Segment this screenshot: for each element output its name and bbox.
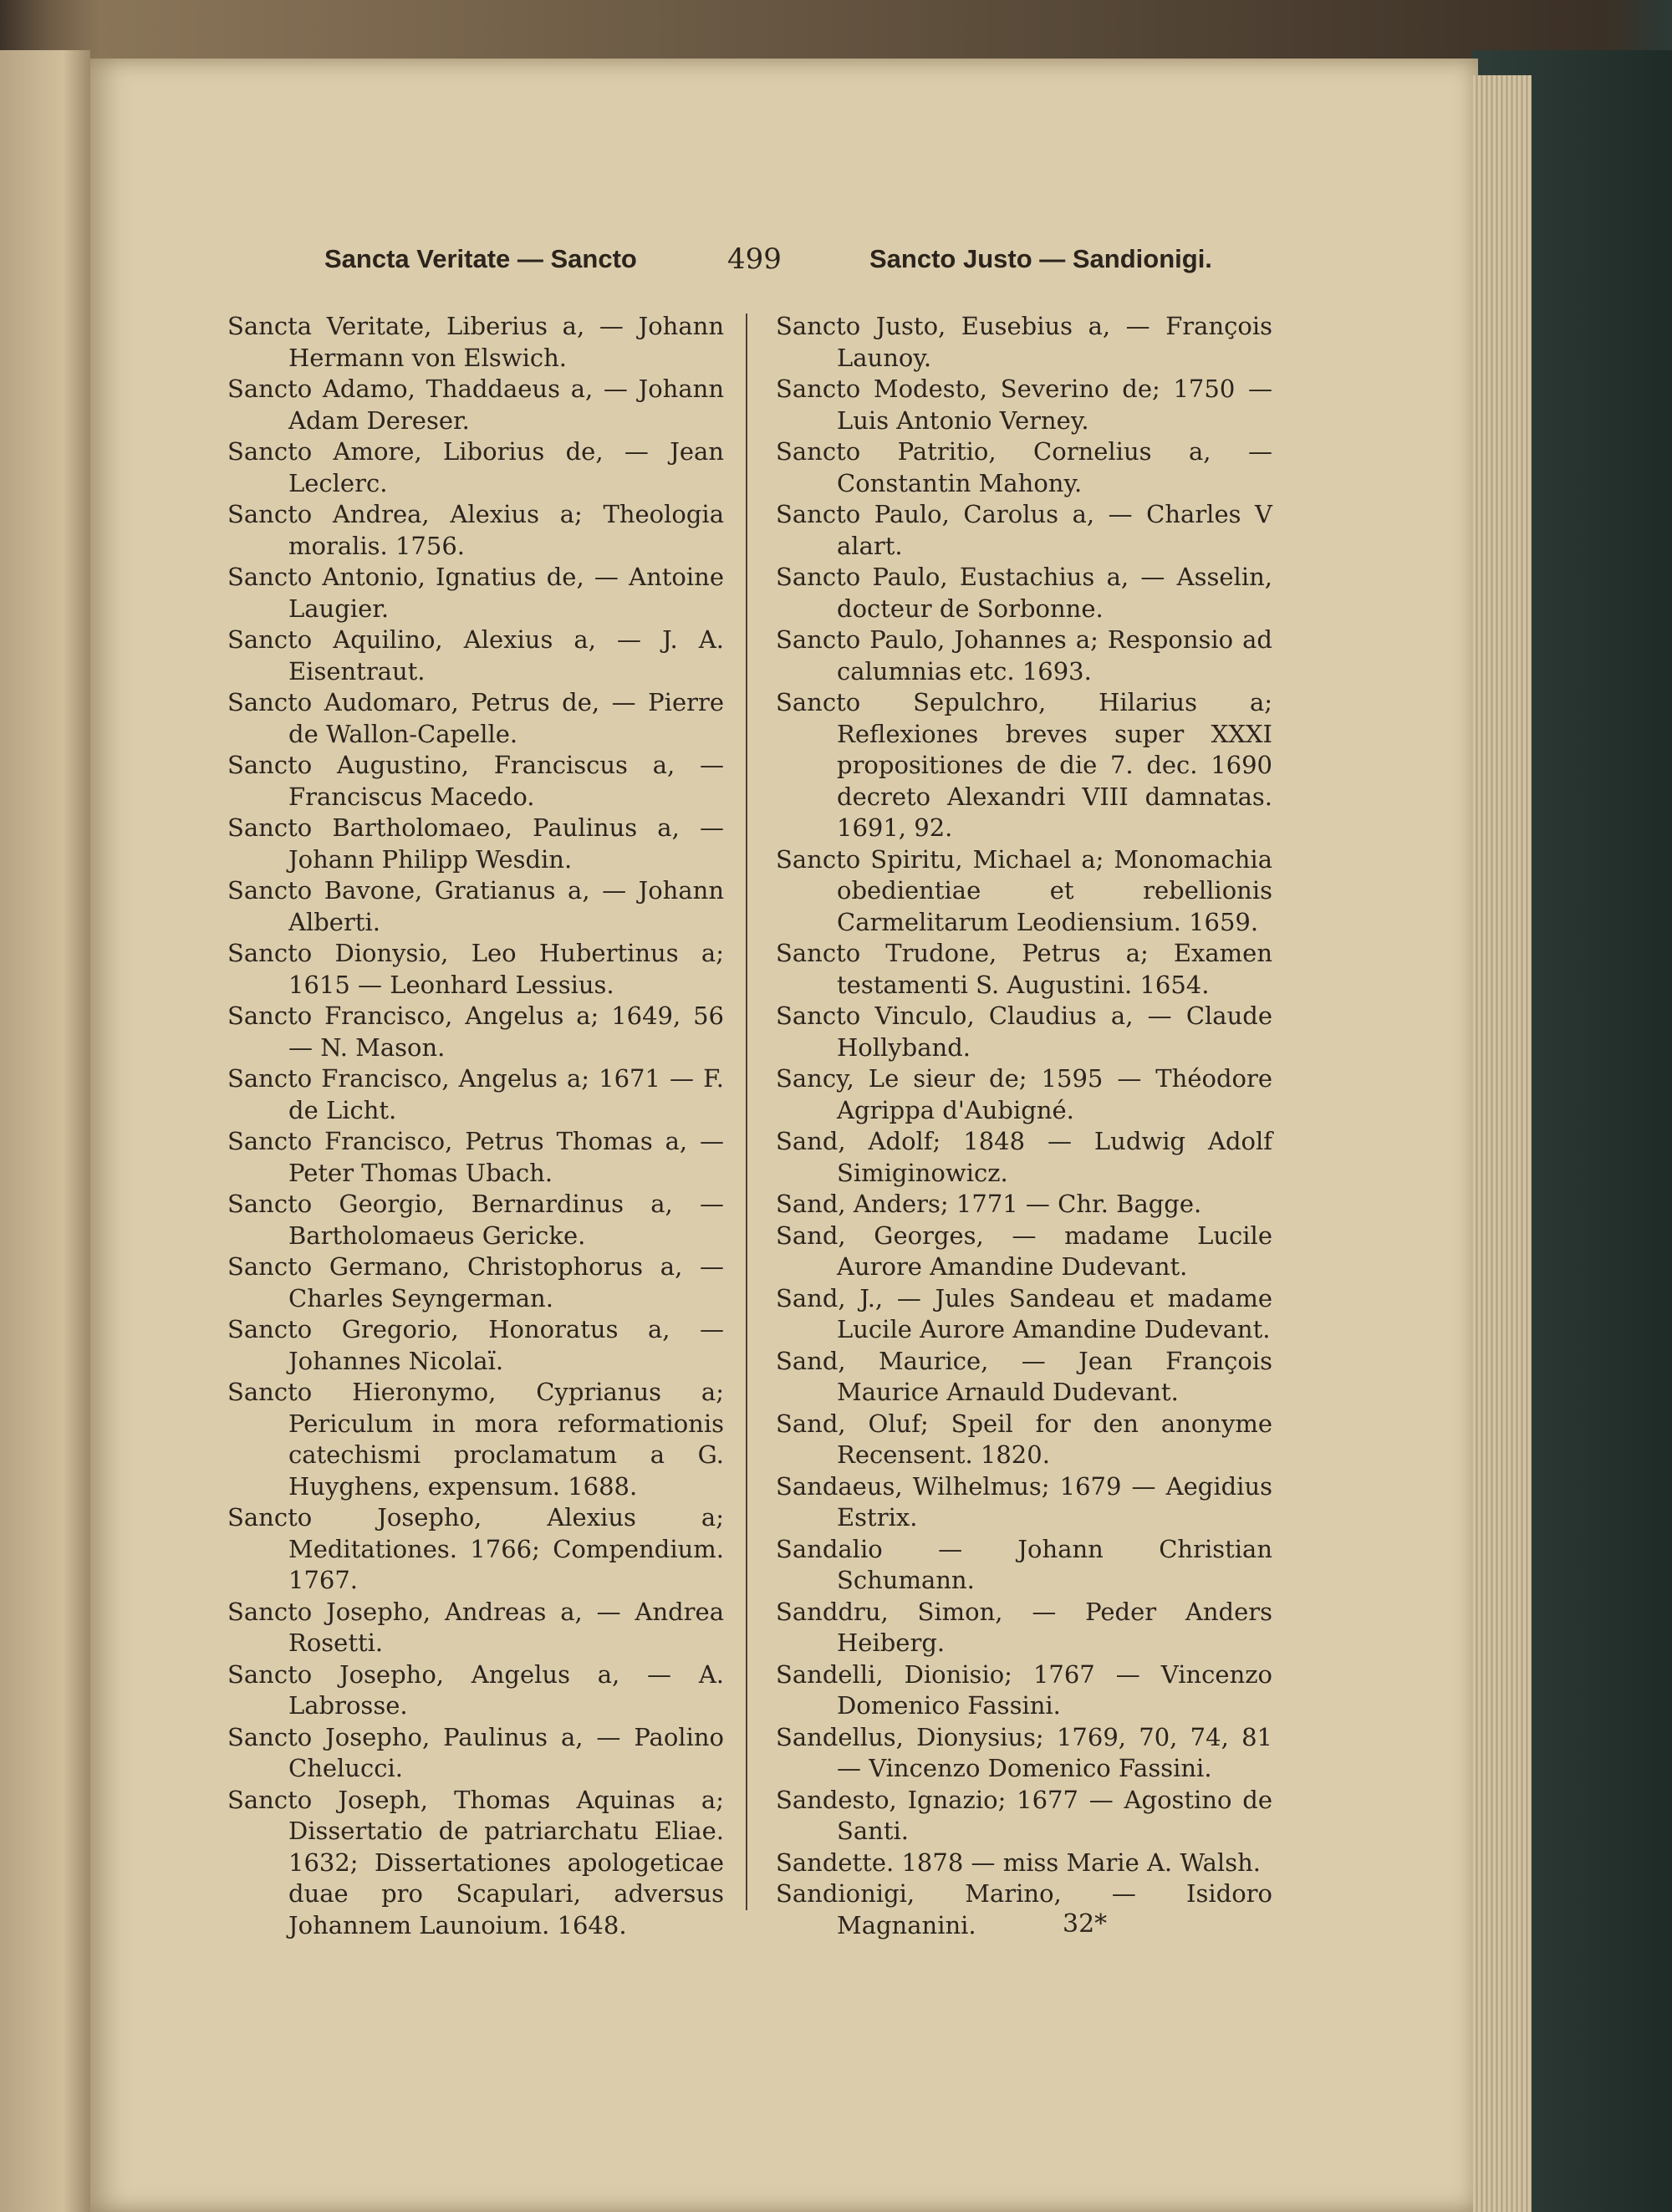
index-entry: Sancto Josepho, Andreas a, — Andrea Rosetti. — [227, 1597, 724, 1657]
index-entry: Sancto Amore, Liborius de, — Jean Leclerc. — [227, 437, 724, 497]
index-entry: Sancto Audomaro, Petrus de, — Pierre de Wallon-Capelle. — [227, 688, 724, 748]
index-entry: Sancto Adamo, Thaddaeus a, — Johann Adam Dereser. — [227, 375, 724, 435]
signature-mark: 32* — [1063, 1909, 1108, 1939]
running-head-left: Sancta Veritate — Sancto — [324, 244, 637, 273]
index-entry: Sand, Adolf; 1848 — Ludwig Adolf Simiginowicz. — [776, 1127, 1272, 1187]
index-entry: Sancto Josepho, Paulinus a, — Paolino Chelucci. — [227, 1722, 724, 1782]
right-column — [776, 311, 1272, 1941]
index-entry: Sancto Patritio, Cornelius a, — Constantin Mahony. — [776, 437, 1272, 497]
page-number: 499 — [727, 242, 782, 276]
column-divider — [746, 313, 747, 1910]
page-block-edges — [1473, 75, 1532, 2212]
index-entry: Sandelli, Dionisio; 1767 — Vincenzo Domenico Fassini. — [776, 1659, 1272, 1720]
index-entry: Sancto Augustino, Franciscus a, — Franciscus Macedo. — [227, 751, 724, 811]
index-entry: Sancto Vinculo, Claudius a, — Claude Hollyband. — [776, 1002, 1272, 1062]
index-entry: Sancto Hieronymo, Cyprianus a; Periculum in mora reformationis catechismi proclamatum a G. Huyghens, expensum. 1688. — [227, 1378, 724, 1501]
index-entry: Sancto Germano, Christophorus a, — Charles Seyngerman. — [227, 1252, 724, 1312]
index-entry: Sandellus, Dionysius; 1769, 70, 74, 81 — Vincenzo Domenico Fassini. — [776, 1722, 1272, 1782]
index-entry: Sanddru, Simon, — Peder Anders Heiberg. — [776, 1597, 1272, 1657]
index-entry: Sancto Andrea, Alexius a; Theologia moralis. 1756. — [227, 500, 724, 560]
index-entry: Sancto Modesto, Severino de; 1750 — Luis Antonio Verney. — [776, 375, 1272, 435]
index-entry: Sancto Antonio, Ignatius de, — Antoine Laugier. — [227, 563, 724, 623]
running-head-right: Sancto Justo — Sandionigi. — [869, 244, 1212, 273]
index-entry: Sancto Francisco, Petrus Thomas a, — Peter Thomas Ubach. — [227, 1127, 724, 1187]
index-entry: Sancy, Le sieur de; 1595 — Théodore Agrippa d'Aubigné. — [776, 1064, 1272, 1124]
index-entry: Sancto Dionysio, Leo Hubertinus a; 1615 — Leonhard Lessius. — [227, 939, 724, 999]
index-entry: Sand, Georges, — madame Lucile Aurore Amandine Dudevant. — [776, 1221, 1272, 1281]
index-entry: Sancto Gregorio, Honoratus a, — Johannes Nicolaï. — [227, 1315, 724, 1375]
index-entry: Sandaeus, Wilhelmus; 1679 — Aegidius Estrix. — [776, 1471, 1272, 1532]
index-entry: Sancto Sepulchro, Hilarius a; Reflexiones breves super XXXI propositiones de die 7. dec. 1690 decreto Alexandri VIII damnatas. 1691, 92. — [776, 688, 1272, 842]
index-entry: Sancto Bartholomaeo, Paulinus a, — Johann Philipp Wesdin. — [227, 813, 724, 874]
index-entry: Sancto Francisco, Angelus a; 1671 — F. de Licht. — [227, 1064, 724, 1124]
index-entry: Sancto Trudone, Petrus a; Examen testamenti S. Augustini. 1654. — [776, 939, 1272, 999]
index-entry: Sancto Joseph, Thomas Aquinas a; Dissertatio de patriarchatu Eliae. 1632; Dissertationes apologeticae duae pro Scapulari, adversus Johannem Launoium. 1648. — [227, 1785, 724, 1939]
index-entry: Sancta Veritate, Liberius a, — Johann Hermann von Elswich. — [227, 312, 724, 372]
index-entry: Sancto Georgio, Bernardinus a, — Bartholomaeus Gericke. — [227, 1190, 724, 1250]
index-entry: Sancto Francisco, Angelus a; 1649, 56 — N. Mason. — [227, 1002, 724, 1062]
index-entry: Sandalio — Johann Christian Schumann. — [776, 1534, 1272, 1594]
left-column — [227, 311, 724, 1941]
index-entry: Sand, Oluf; Speil for den anonyme Recensent. 1820. — [776, 1409, 1272, 1469]
index-entry: Sancto Spiritu, Michael a; Monomachia obedientiae et rebellionis Carmelitarum Leodiensium. 1659. — [776, 844, 1272, 936]
index-entry: Sancto Josepho, Alexius a; Meditationes. 1766; Compendium. 1767. — [227, 1503, 724, 1594]
index-entry: Sancto Bavone, Gratianus a, — Johann Alberti. — [227, 876, 724, 936]
index-entry: Sandesto, Ignazio; 1677 — Agostino de Santi. — [776, 1785, 1272, 1845]
index-entry: Sandionigi, Marino, — Isidoro Magnanini. — [776, 1879, 1272, 1939]
index-entry: Sand, J., — Jules Sandeau et madame Lucile Aurore Amandine Dudevant. — [776, 1283, 1272, 1343]
index-entry: Sancto Aquilino, Alexius a, — J. A. Eisentraut. — [227, 625, 724, 686]
index-entry: Sancto Justo, Eusebius a, — François Launoy. — [776, 312, 1272, 372]
index-entry: Sand, Anders; 1771 — Chr. Bagge. — [776, 1190, 1202, 1218]
index-entry: Sancto Paulo, Carolus a, — Charles V alart. — [776, 500, 1272, 560]
index-entry: Sandette. 1878 — miss Marie A. Walsh. — [776, 1848, 1261, 1877]
index-entry: Sancto Paulo, Eustachius a, — Asselin, docteur de Sorbonne. — [776, 563, 1272, 623]
facing-page-edge — [0, 50, 90, 2212]
index-entry: Sancto Paulo, Johannes a; Responsio ad calumnias etc. 1693. — [776, 625, 1272, 686]
index-entry: Sancto Josepho, Angelus a, — A. Labrosse. — [227, 1659, 724, 1720]
index-entry: Sand, Maurice, — Jean François Maurice Arnauld Dudevant. — [776, 1346, 1272, 1406]
